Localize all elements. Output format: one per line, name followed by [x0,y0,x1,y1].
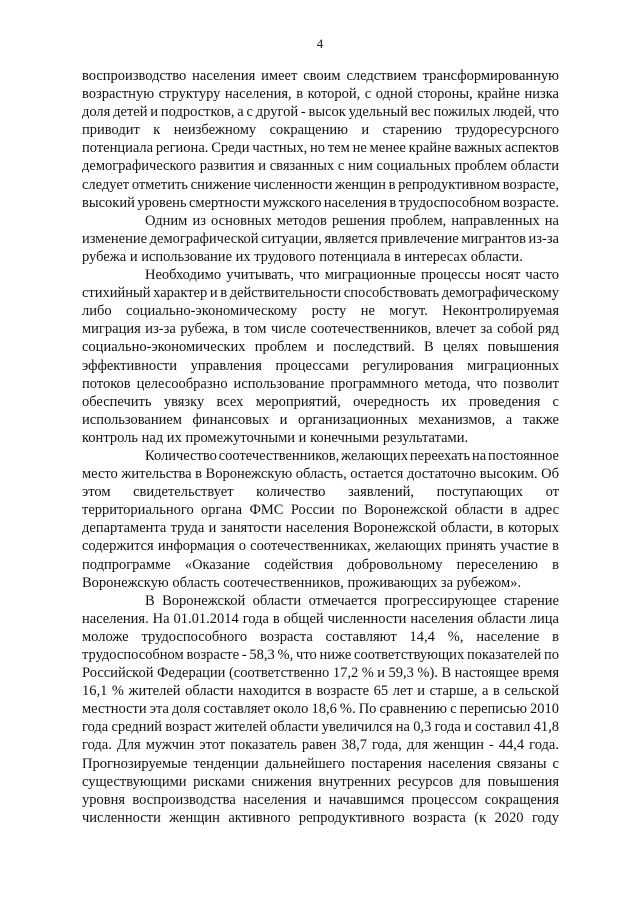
text-line: департамента труда и занятости населения Воронежской области, в которых [82,520,559,537]
text-line: потенциала региона. Среди частных, но тем не менее крайне важных аспектов [82,140,559,157]
text-line: использованием финансовых и организационных механизмов, а также [82,411,559,428]
text-line: возрастную структуру населения, в которой, с одной стороны, крайне низка [82,86,559,103]
text-line: Одним из основных методов решения проблем, направленных на [145,212,559,229]
text-line: миграция из-за рубежа, в том числе соотечественников, влечет за собой ряд [82,321,559,338]
text-line: эффективности управления процессами регулирования миграционных [82,357,559,374]
text-line: либо социально-экономическому росту не могут. Неконтролируемая [82,303,559,320]
text-line: стихийный характер и в действительности способствовать демографическому [82,285,559,302]
text-line: рубежа и использование их трудового потенциала в интересах области. [82,248,523,265]
paragraph [82,447,559,592]
text-line: высокий уровень смертности мужского населения в трудоспособном возрасте. [82,194,559,211]
text-line: В Воронежской области отмечается прогрессирующее старение [145,592,559,609]
text-line: Необходимо учитывать, что миграционные процессы носят часто [145,267,559,284]
text-line: моложе трудоспособного возраста составляют 14,4 %, население в [82,628,559,645]
paragraph [82,266,559,447]
paragraph [82,592,559,827]
page-number: 4 [316,36,324,51]
text-line: этом свидетельствует количество заявлений, поступающих от [82,484,559,501]
text-line: контроль над их промежуточными и конечными результатами. [82,429,469,446]
text-line: численности женщин активного репродуктивного возраста (к 2020 году [82,809,559,826]
text-line: уровня воспроизводства населения и начавшимся процессом сокращения [82,791,559,808]
text-line: доля детей и подростков, а с другой - высок удельный вес пожилых людей, что [82,104,559,121]
text-line: Прогнозируемые тенденции дальнейшего постарения населения связаны с [82,755,559,772]
text-line: Количество соотечественников, желающих переехать на постоянное [145,447,559,464]
text-line: территориального органа ФМС России по Воронежской области в адрес [82,502,559,519]
text-line: изменение демографической ситуации, является привлечение мигрантов из-за [82,230,559,247]
text-line: воспроизводство населения имеет своим следствием трансформированную [82,68,559,84]
text-line: населения. На 01.01.2014 года в общей численности населения области лица [82,610,559,627]
text-line: приводит к неизбежному сокращению и старению трудоресурсного [82,122,559,139]
text-line: обеспечить увязку всех мероприятий, очередность их проведения с [82,393,559,410]
paragraph [82,67,559,212]
text-line: года. Для мужчин этот показатель равен 38,7 года, для женщин - 44,4 года. [82,737,559,754]
text-line: местности эта доля составляет около 18,6 %. По сравнению с переписью 2010 [82,701,559,718]
text-line: содержится информация о соотечественниках, желающих принять участие в [82,538,559,555]
text-line: трудоспособном возрасте - 58,3 %, что ниже соответствующих показателей по [82,647,559,663]
text-line: следует отметить снижение численности женщин в репродуктивном возрасте, [82,176,559,193]
text-line: Воронежскую область соотечественников, проживающих за рубежом». [82,574,522,591]
document-body [82,67,559,827]
text-line: социально-экономических проблем и последствий. В целях повышения [82,339,559,356]
text-line: потоков целесообразно использование программного метода, что позволит [82,375,559,392]
text-line: 16,1 % жителей области находится в возрасте 65 лет и старше, а в сельской [82,683,559,700]
text-line: демографического развития и связанных с ним социальных проблем области [82,158,559,175]
text-line: существующими рисками снижения внутренних ресурсов для повышения [82,773,559,790]
text-line: место жительства в Воронежскую область, остается достаточно высоким. Об [82,466,559,483]
text-line: года средний возраст жителей области увеличился на 0,3 года и составил 41,8 [82,719,559,736]
paragraph [82,212,559,266]
text-line: Российской Федерации (соответственно 17,2 % и 59,3 %). В настоящее время [82,665,559,682]
text-line: подпрограмме «Оказание содействия добровольному переселению в [82,556,559,573]
